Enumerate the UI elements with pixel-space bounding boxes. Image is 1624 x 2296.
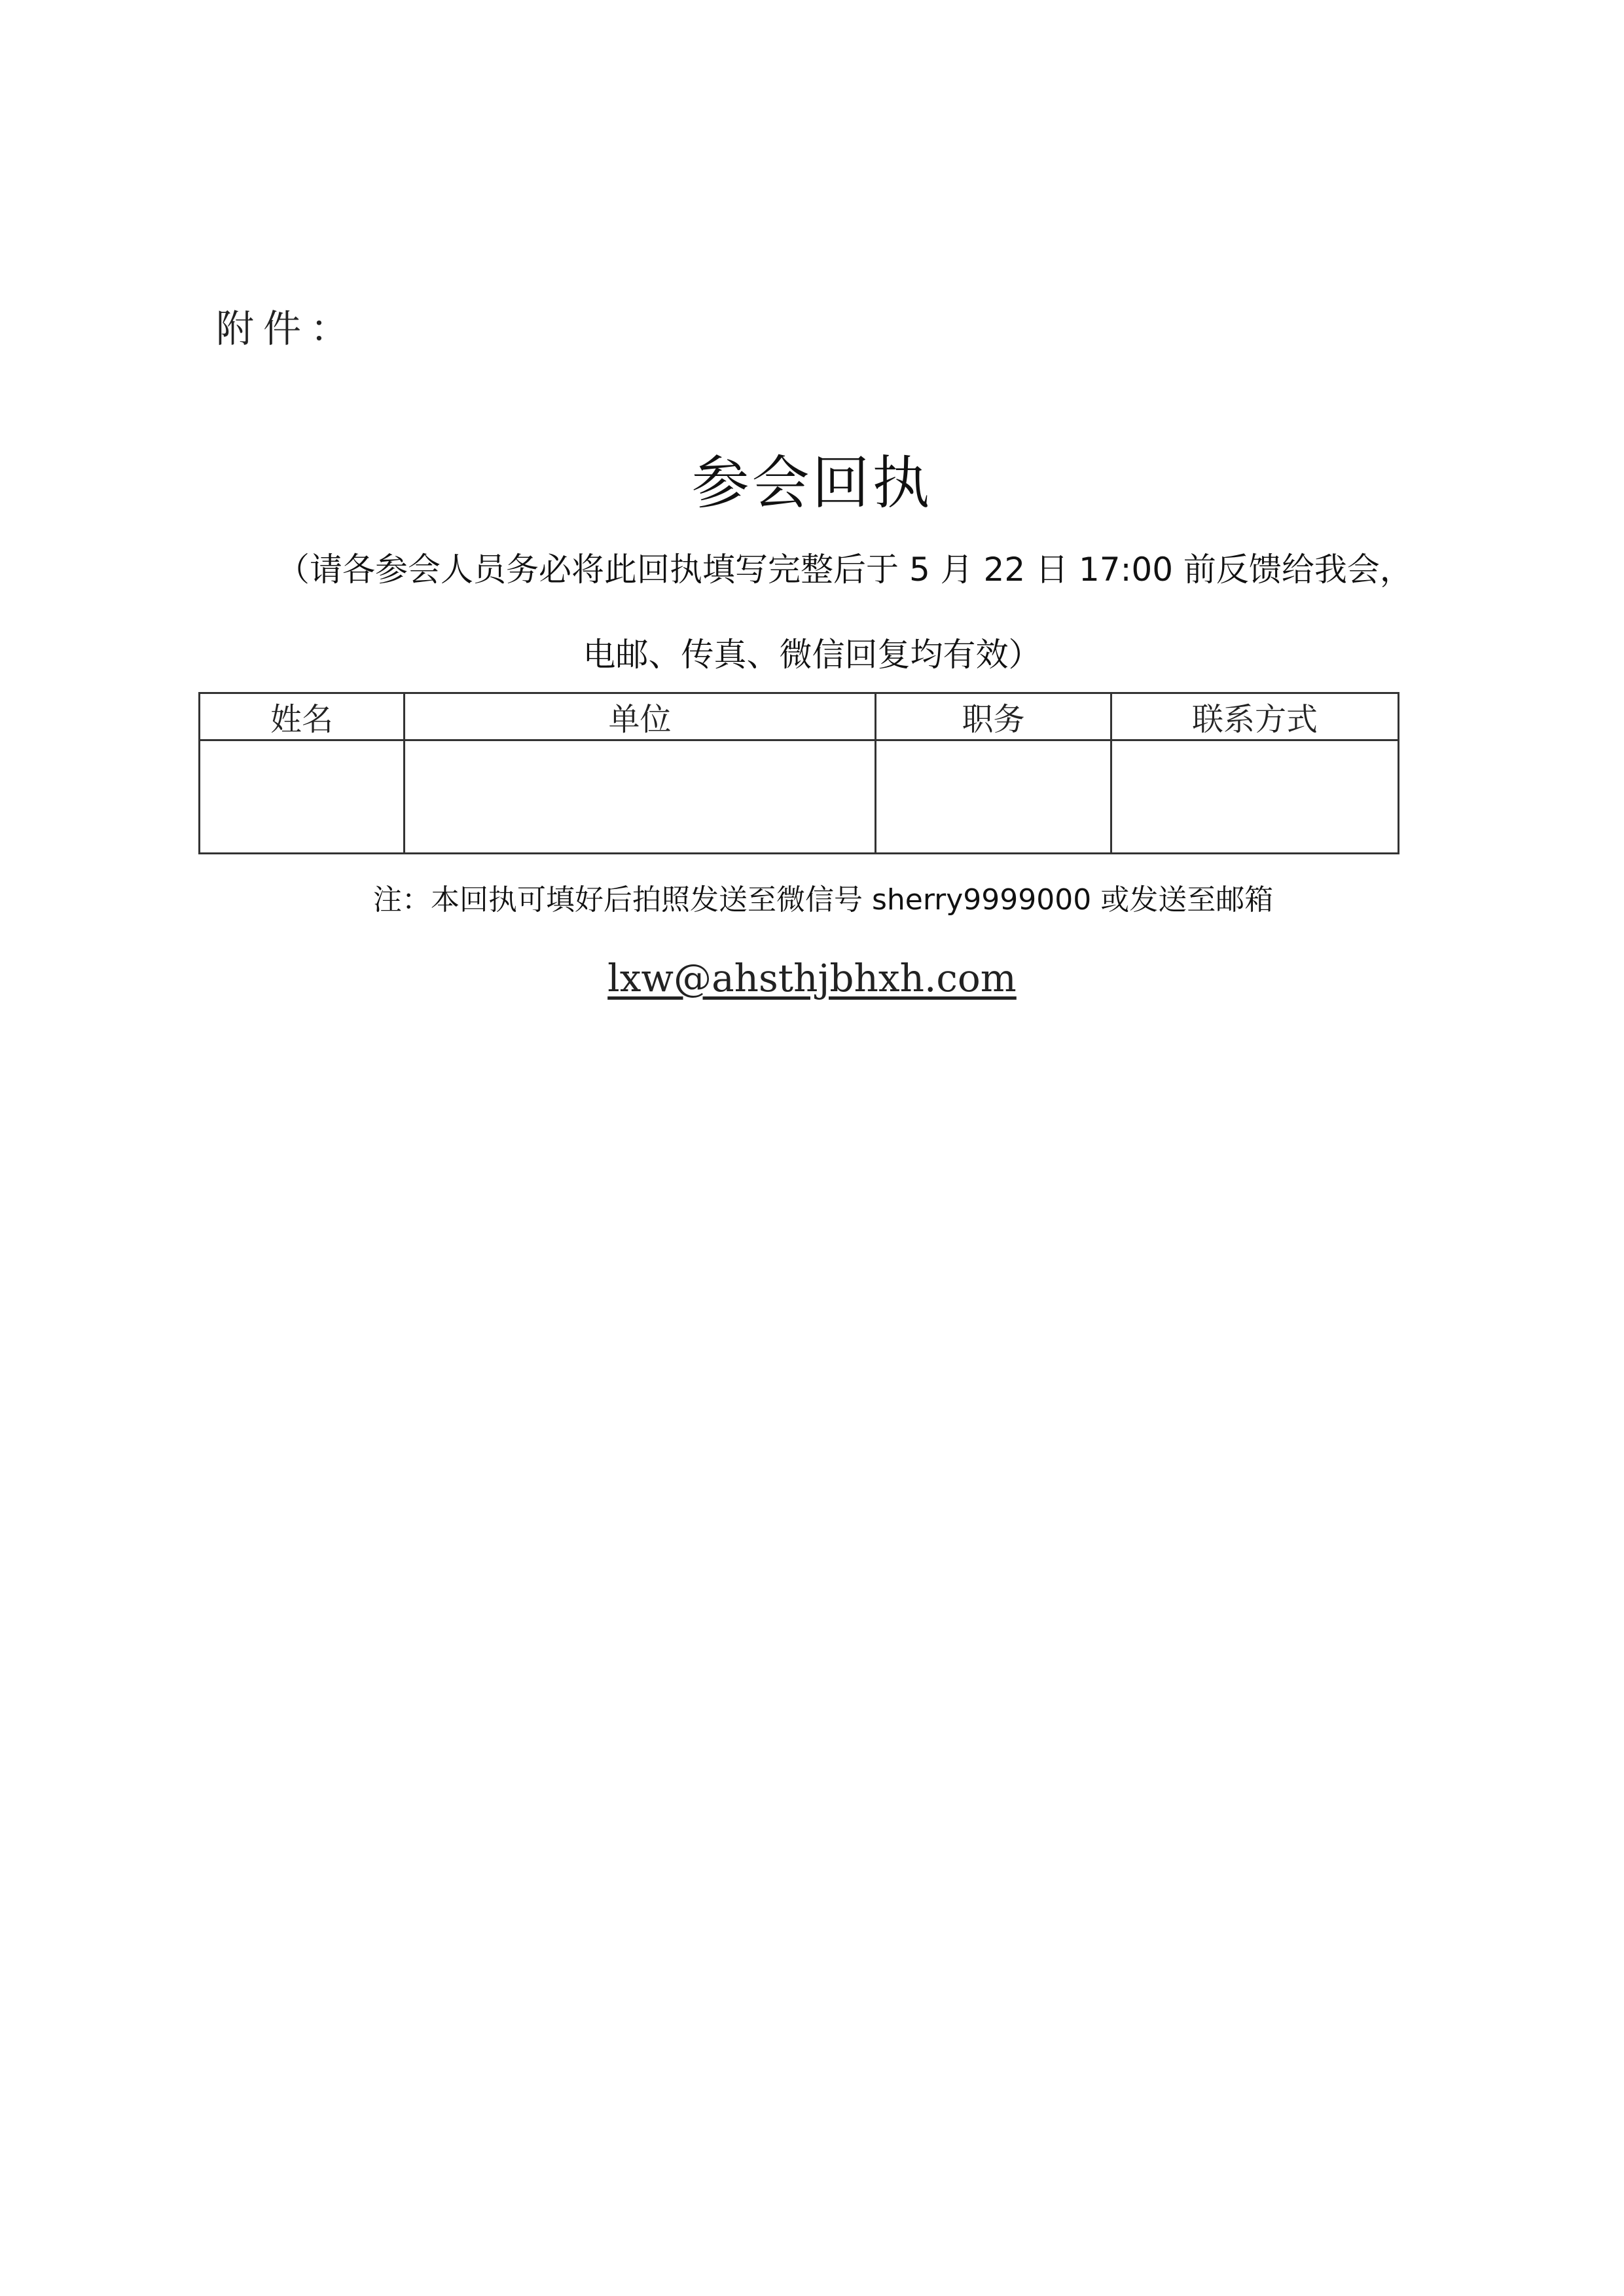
attachment-label: 附件： xyxy=(216,306,358,351)
registration-table xyxy=(198,692,1399,854)
table-header-row xyxy=(200,693,1399,740)
page-title: 参会回执 xyxy=(691,449,933,517)
email-link[interactable]: lxw@ahsthjbhxh.com xyxy=(607,956,1017,1000)
header-position: 职务 xyxy=(876,693,1111,740)
table-row xyxy=(200,740,1399,854)
note-text: 注：本回执可填好后拍照发送至微信号 sherry9999000 或发送至邮箱 xyxy=(373,883,1274,917)
cell-contact[interactable] xyxy=(1111,740,1399,854)
header-name: 姓名 xyxy=(200,693,405,740)
header-organization: 单位 xyxy=(405,693,876,740)
instruction-line-2: 电邮、传真、微信回复均有效） xyxy=(583,636,1041,674)
cell-organization[interactable] xyxy=(405,740,876,854)
cell-position[interactable] xyxy=(876,740,1111,854)
header-contact: 联系方式 xyxy=(1111,693,1399,740)
cell-name[interactable] xyxy=(200,740,405,854)
instruction-line-1: （请各参会人员务必将此回执填写完整后于 5 月 22 日 17:00 前反馈给我会， xyxy=(277,551,1413,589)
